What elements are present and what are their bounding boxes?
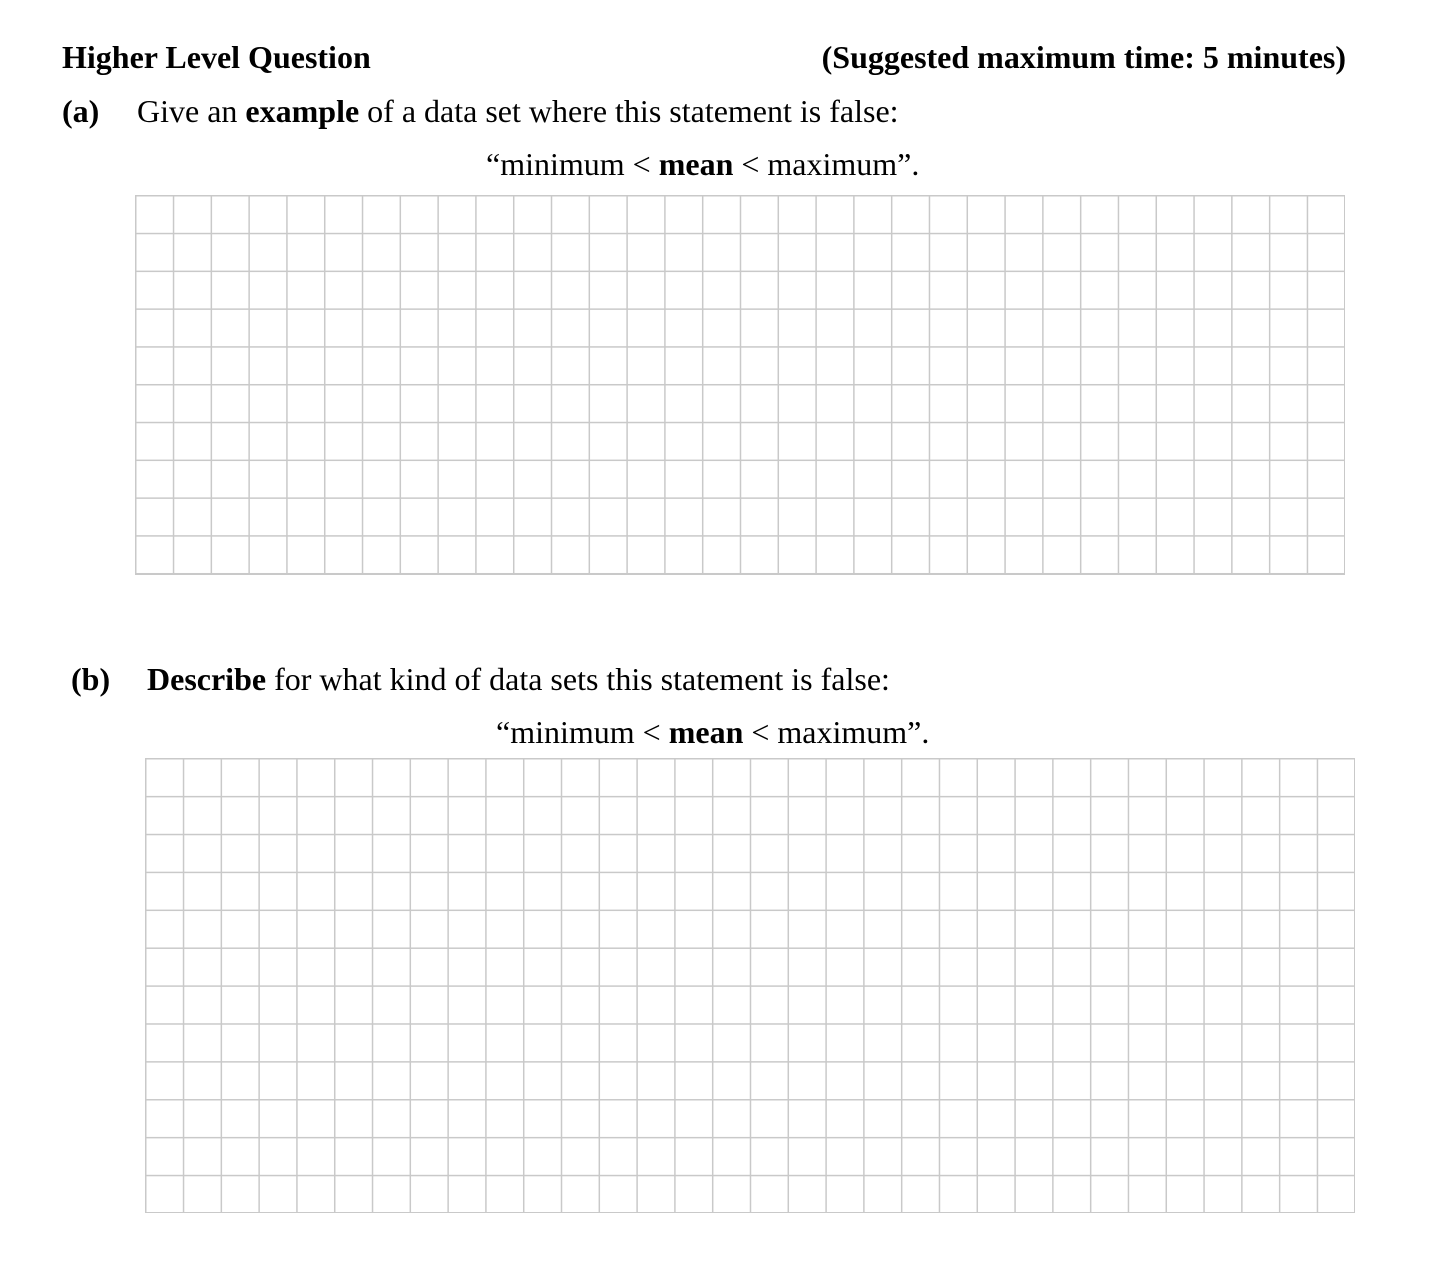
time-note: (Suggested maximum time: 5 minutes) <box>821 39 1346 75</box>
part-a-statement <box>486 145 919 183</box>
part-a-instruction-prefix: Give an <box>137 93 246 129</box>
part-b-statement-open: “minimum < <box>496 714 669 750</box>
question-title: Higher Level Question <box>62 39 371 75</box>
part-b-instruction-bold: Describe <box>147 661 267 697</box>
part-b-instruction <box>147 660 890 698</box>
part-a-label: (a) <box>62 93 100 129</box>
part-a-answer-grid[interactable] <box>135 195 1345 575</box>
part-b-statement-bold: mean <box>668 714 744 750</box>
part-b-statement <box>496 713 929 751</box>
part-b-answer-grid[interactable] <box>145 758 1355 1213</box>
part-a-instruction-suffix: of a data set where this statement is false: <box>359 93 899 129</box>
part-b-statement-close: < maximum”. <box>743 714 930 750</box>
part-a-statement-close: < maximum”. <box>733 146 920 182</box>
part-a-statement-bold: mean <box>658 146 734 182</box>
part-a-instruction-bold: example <box>245 93 360 129</box>
part-a-statement-open: “minimum < <box>486 146 659 182</box>
part-b-instruction-suffix: for what kind of data sets this statement is false: <box>266 661 890 697</box>
part-a-instruction <box>137 92 899 130</box>
part-b-label: (b) <box>71 661 111 697</box>
